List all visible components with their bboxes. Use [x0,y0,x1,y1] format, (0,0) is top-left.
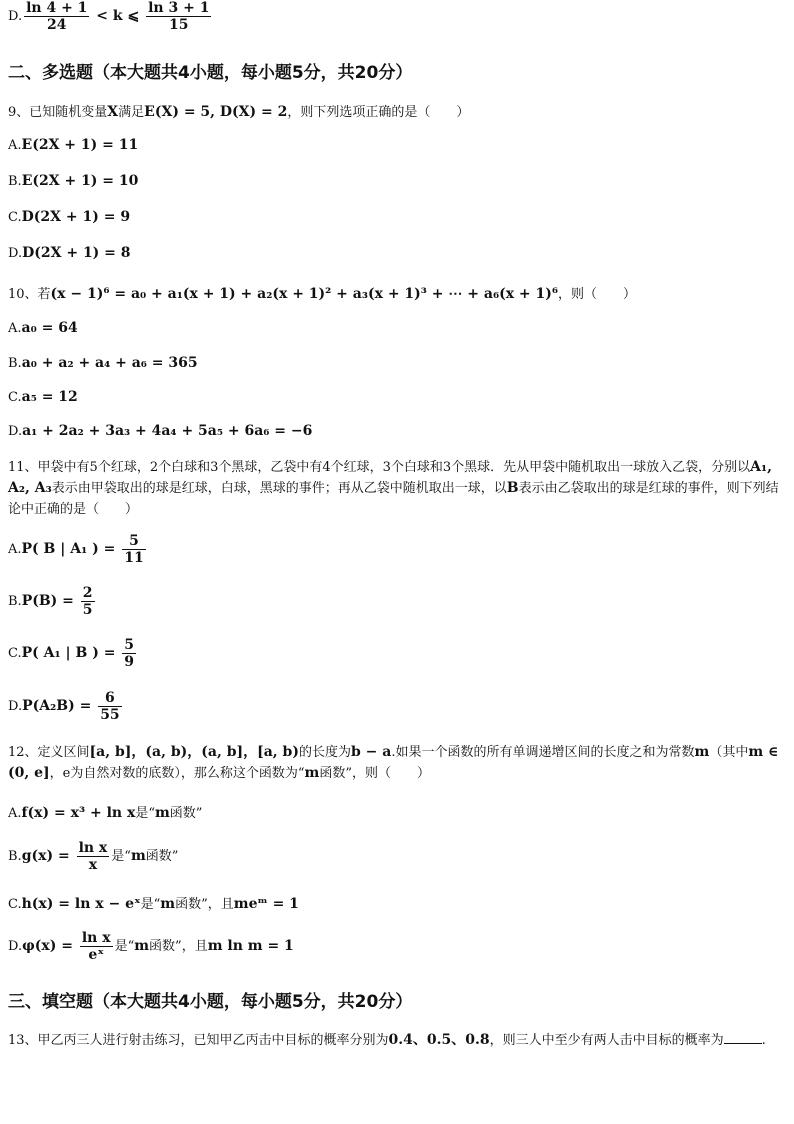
q11-option-b [8,585,97,618]
numerator: 6 [98,690,121,707]
q12-option-d [8,930,294,963]
denominator: 5 [82,602,93,618]
denominator: 15 [169,17,189,33]
option-text: 函数” [169,806,203,821]
option-label: A. [8,138,22,153]
math: m [154,805,170,821]
fraction [146,0,211,33]
option-label: C. [8,390,22,405]
option-label: D. [8,939,23,954]
fraction [80,930,113,963]
math: E(X) = 5, D(X) = 2 [144,104,288,120]
denominator: eˣ [88,947,104,963]
stem-text: 满足 [118,105,145,120]
q9-option-d [8,245,131,261]
math: A₁, A₂, A₃ [8,459,773,496]
option-label: A. [8,806,22,821]
math: m [160,896,176,912]
option-label: B. [8,356,22,371]
math: m [130,848,146,864]
math: E(2X + 1) = 10 [21,173,139,189]
fraction [98,690,121,723]
option-label: A. [8,542,22,557]
math: g(x) = [21,848,75,864]
math: m ln m = 1 [207,938,294,954]
math: D(2X + 1) = 8 [22,245,131,261]
q9-option-c [8,209,130,225]
stem-text: （其中 [709,745,749,760]
q10-option-d [8,423,312,439]
q12-option-b [8,840,178,873]
stem-text: 12、定义区间 [8,745,90,760]
fraction [24,0,89,33]
denominator: 24 [47,17,67,33]
option-text: 函数”，且 [149,939,208,954]
stem-text: ，则下列选项正确的是（ ） [287,105,470,120]
math: meᵐ = 1 [233,896,299,912]
section-heading-fill-blank: 三、填空题（本大题共4小题，每小题5分，共20分） [8,992,413,1012]
inequality: < k ⩽ [91,8,145,24]
option-label: D. [8,9,23,24]
stem-text: 函数”，则（ ） [319,766,430,781]
math: f(x) = x³ + ln x [21,805,136,821]
math: a₁ + 2a₂ + 3a₃ + 4a₄ + 5a₅ + 6a₆ = −6 [22,423,313,439]
option-label: C. [8,646,22,661]
option-text: 函数” [145,849,179,864]
denominator: 11 [124,550,144,566]
math: (x − 1)⁶ = a₀ + a₁(x + 1) + a₂(x + 1)² + a₃(x + 1)³ + ⋯ + a₆(x + 1)⁶ [50,286,559,302]
math: a₀ = 64 [21,320,78,336]
option-label: B. [8,594,22,609]
q8-option-d [8,0,213,33]
denominator: x [88,857,98,873]
math: P(A₂B) = [22,698,97,714]
fraction [122,637,136,670]
numerator: ln 4 + 1 [26,0,88,16]
option-label: D. [8,699,23,714]
stem-text: 13、甲乙丙三人进行射击练习，已知甲乙丙击中目标的概率分别为 [8,1033,389,1048]
math: b − a [351,744,392,760]
math: D(2X + 1) = 9 [21,209,131,225]
option-label: C. [8,897,22,912]
denominator: 55 [100,707,120,723]
numerator: ln 3 + 1 [148,0,210,16]
math: m [694,744,710,760]
q10-option-a [8,320,78,336]
stem-text: 11、甲袋中有5个红球，2个白球和3个黑球，乙袋中有4个红球，3个白球和3个黑球．先从甲袋中随机取出一球放入乙袋，分别以 [8,460,751,475]
q11-option-a [8,533,148,566]
fraction [77,840,110,873]
q11-stem [8,457,788,520]
numerator: ln x [81,930,111,946]
option-label: B. [8,849,22,864]
math: 0.4、0.5、0.8 [388,1032,490,1048]
section-heading-multi-choice: 二、多选题（本大题共4小题，每小题5分，共20分） [8,63,413,83]
fraction [122,533,145,566]
math: a₀ + a₂ + a₄ + a₆ = 365 [21,355,198,371]
math: E(2X + 1) = 11 [21,137,139,153]
stem-text: 表示由乙袋取出的球是红球的事件，则下列结论中正确的是（ ） [8,481,779,517]
q9-stem [8,101,469,120]
stem-text: 10、若 [8,287,51,302]
fraction [81,585,95,618]
math: P(B) = [21,593,79,609]
option-label: B. [8,174,22,189]
stem-text: . [761,1033,766,1048]
math: X [107,104,119,120]
option-label: C. [8,210,22,225]
q12-option-a [8,802,202,821]
numerator: 2 [82,585,93,601]
option-text: 是“ [111,849,131,864]
q10-option-c [8,389,78,405]
math: P( B | A₁ ) = [21,541,121,557]
math: P( A₁ | B ) = [21,645,121,661]
stem-text: 表示由甲袋取出的球是红球，白球，黑球的事件；再从乙袋中随机取出一球，以 [51,481,507,496]
option-text: 是“ [135,806,155,821]
denominator: 9 [124,654,135,670]
math: m [134,938,150,954]
q13-stem [8,1030,788,1051]
answer-blank [724,1031,762,1044]
q11-option-c [8,637,138,670]
math: m [304,765,320,781]
stem-text: ，则三人中至少有两人击中目标的概率为 [489,1033,724,1048]
math: [a, b]，(a, b)，(a, b]，[a, b) [89,744,299,760]
option-label: D. [8,246,23,261]
numerator: 5 [124,637,135,653]
q12-option-c [8,893,299,912]
option-label: D. [8,424,23,439]
numerator: 5 [122,533,145,550]
stem-text: .如果一个函数的所有单调递增区间的长度之和为常数 [391,745,695,760]
math: φ(x) = [22,938,78,954]
stem-text: ，则（ ） [558,287,637,302]
math: B [506,480,519,496]
math: a₅ = 12 [21,389,78,405]
q10-stem [8,283,636,302]
q12-stem [8,742,788,784]
option-text: 是“ [114,939,135,954]
stem-text: 9、已知随机变量 [8,105,108,120]
stem-text: ，e为自然对数的底数），那么称这个函数为“ [49,766,305,781]
q11-option-d [8,690,124,723]
stem-text: 的长度为 [298,745,351,760]
option-text: 是“ [140,897,161,912]
math: m ∈ (0, e] [8,744,779,781]
math: h(x) = ln x − eˣ [21,896,141,912]
option-label: A. [8,321,22,336]
q9-option-b [8,173,138,189]
q10-option-b [8,355,198,371]
option-text: 函数”，且 [175,897,234,912]
q9-option-a [8,137,138,153]
numerator: ln x [78,840,108,856]
